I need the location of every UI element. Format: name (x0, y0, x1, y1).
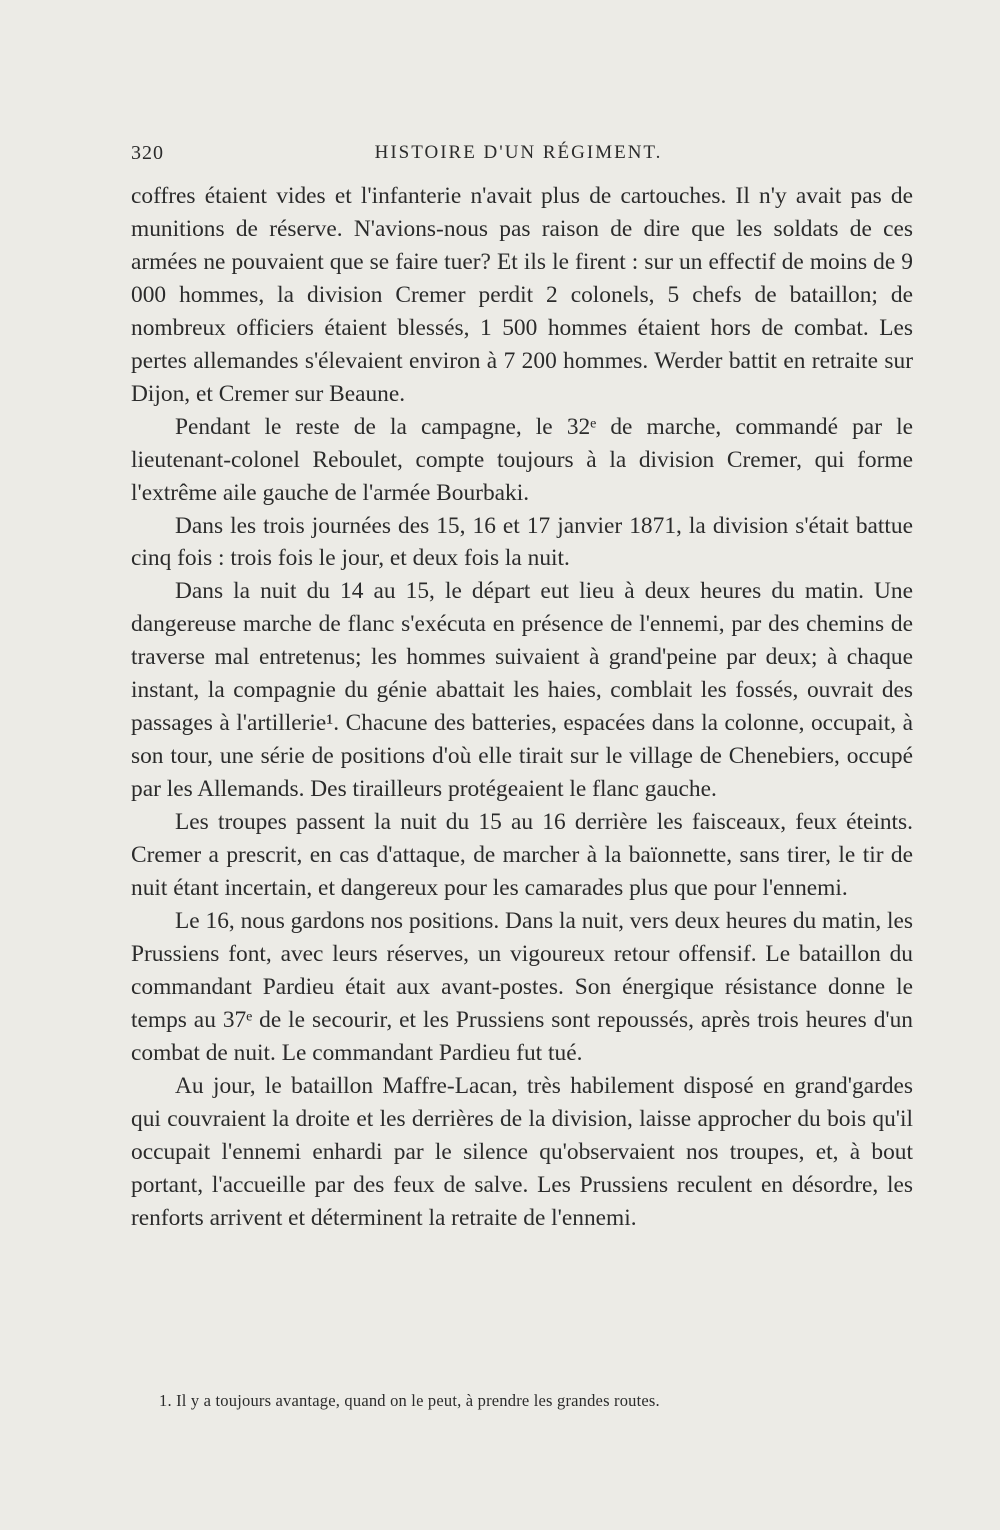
footnote: 1. Il y a toujours avantage, quand on le peut, à prendre les grandes routes. (159, 1391, 660, 1410)
page-number: 320 (131, 142, 164, 164)
page-header (131, 142, 906, 172)
paragraph: coffres étaient vides et l'infanterie n'avait plus de cartouches. Il n'y avait pas de munitions de réserve. N'avions-nous pas raison de dire que les soldats de ces armées ne pouvaient que se faire tuer? Et ils le firent : sur un effectif de moins de 9 000 hommes, la division Cremer perdit 2 colonels, 5 chefs de bataillon; de nombreux officiers étaient blessés, 1 500 hommes étaient hors de combat. Les pertes allemandes s'élevaient environ à 7 200 hommes. Werder battit en retraite sur Dijon, et Cremer sur Beaune. (131, 183, 913, 407)
paragraph: Au jour, le bataillon Maffre-Lacan, très habilement disposé en grand'gardes qui couvraient la droite et les derrières de la division, laisse approcher du bois qu'il occupait l'ennemi enhardi par le silence qu'observaient nos troupes, et, à bout portant, l'accueille par des feux de salve. Les Prussiens reculent en désordre, les renforts arrivent et déterminent la retraite de l'ennemi. (131, 1072, 913, 1231)
paragraph: Pendant le reste de la campagne, le 32ᵉ de marche, commandé par le lieutenant-colonel Reboulet, compte toujours à la division Cremer, qui forme l'extrême aile gauche de l'armée Bourbaki. (131, 413, 913, 506)
paragraph: Les troupes passent la nuit du 15 au 16 derrière les faisceaux, feux éteints. Cremer a prescrit, en cas d'attaque, de marcher à la baïonnette, sans tirer, le tir de nuit étant incertain, et dangereux pour les camarades plus que pour l'ennemi. (131, 809, 913, 902)
paragraph: Le 16, nous gardons nos positions. Dans la nuit, vers deux heures du matin, les Prussiens font, avec leurs réserves, un vigoureux retour offensif. Le bataillon du commandant Pardieu était aux avant-postes. Son énergique résistance donne le temps au 37ᵉ de le secourir, et les Prussiens sont repoussés, après trois heures d'un combat de nuit. Le commandant Pardieu fut tué. (131, 907, 914, 1066)
running-title: HISTOIRE D'UN RÉGIMENT. (374, 142, 663, 163)
paragraph: Dans les trois journées des 15, 16 et 17 janvier 1871, la division s'était battue cinq fois : trois fois le jour, et deux fois la nuit. (131, 512, 913, 572)
body-text (131, 180, 913, 1235)
paragraph: Dans la nuit du 14 au 15, le départ eut lieu à deux heures du matin. Une dangereuse marche de flanc s'exécuta en présence de l'ennemi, par des chemins de traverse mal entretenus; les hommes suivaient à grand'peine par deux; à chaque instant, la compagnie du génie abattait les haies, comblait les fossés, ouvrait des passages à l'artillerie¹. Chacune des batteries, espacées dans la colonne, occupait, à son tour, une série de positions d'où elle tirait sur le village de Chenebiers, occupé par les Allemands. Des tirailleurs protégeaient le flanc gauche. (131, 578, 913, 803)
